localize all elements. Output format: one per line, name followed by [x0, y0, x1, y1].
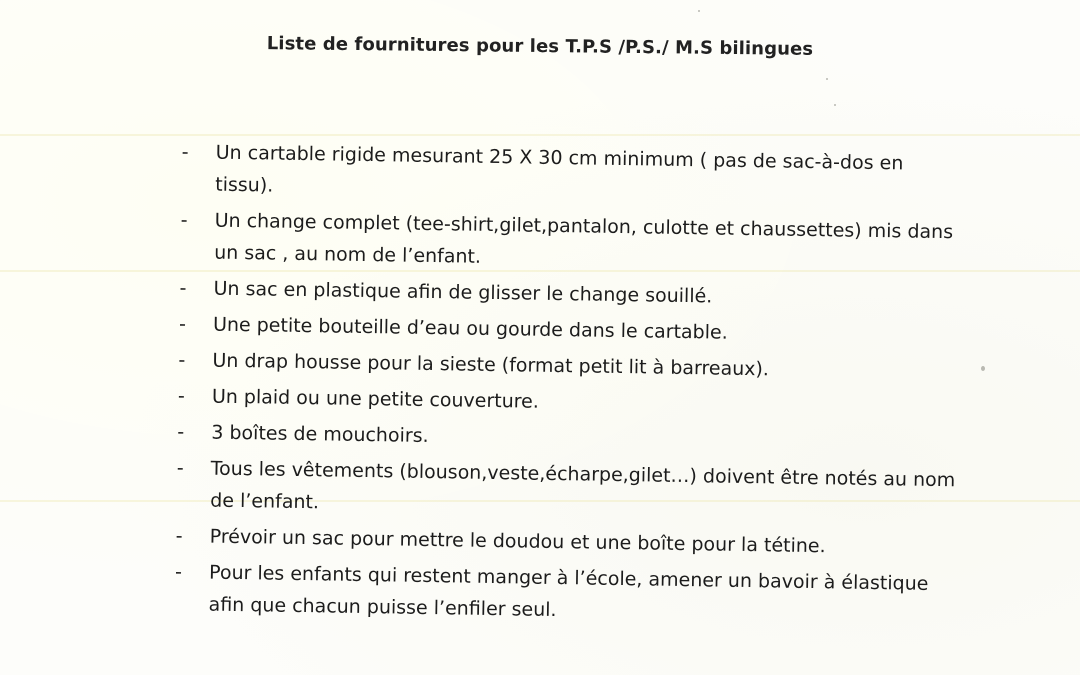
scan-artifact [0, 134, 1080, 136]
bullet-dash: - [177, 421, 185, 444]
list-item [168, 556, 959, 632]
list-item [170, 452, 961, 528]
list-item-text: Un plaid ou une petite couverture. [211, 385, 540, 413]
bullet-dash: - [176, 457, 184, 480]
list-item-text: Un cartable rigide mesurant 25 X 30 cm minimum ( pas de sac-à-dos en tissu). [215, 141, 904, 197]
list-item-text: Un sac en plastique afin de glisser le change souillé. [213, 277, 713, 308]
scan-speck [834, 104, 836, 106]
bullet-dash: - [178, 349, 186, 372]
bullet-dash: - [181, 141, 189, 164]
document-title: Liste de fournitures pour les T.P.S /P.S./ M.S bilingues [266, 33, 814, 60]
list-item [175, 136, 966, 212]
list-item-text: Prévoir un sac pour mettre le doudou et une boîte pour la tétine. [209, 525, 826, 558]
scan-speck [981, 366, 985, 371]
list-item-text: 3 boîtes de mouchoirs. [211, 421, 429, 448]
bullet-dash: - [177, 385, 185, 408]
bullet-dash: - [180, 209, 188, 232]
bullet-dash: - [178, 313, 187, 336]
list-item-text: Une petite bouteille d’eau ou gourde dans le cartable. [212, 313, 728, 344]
scan-speck [826, 78, 828, 80]
bullet-dash: - [174, 561, 183, 584]
list-item-text: Un drap housse pour la sieste (format petit lit à barreaux). [212, 349, 770, 381]
list-item-text: Un change complet (tee-shirt,gilet,pantalon, culotte et chaussettes) mis dans un sac , au nom de l’enfant. [214, 209, 954, 268]
scan-speck [698, 10, 700, 12]
list-item-text: Tous les vêtements (blouson,veste,écharpe,gilet…) doivent être notés au nom de l’enfant. [210, 457, 956, 514]
bullet-dash: - [179, 277, 187, 300]
list-item-text: Pour les enfants qui restent manger à l’école, amener un bavoir à élastique afin que chacun puisse l’enfiler seul. [208, 561, 929, 622]
list-item [174, 204, 965, 280]
bullet-dash: - [175, 525, 183, 548]
supply-list [168, 136, 966, 636]
